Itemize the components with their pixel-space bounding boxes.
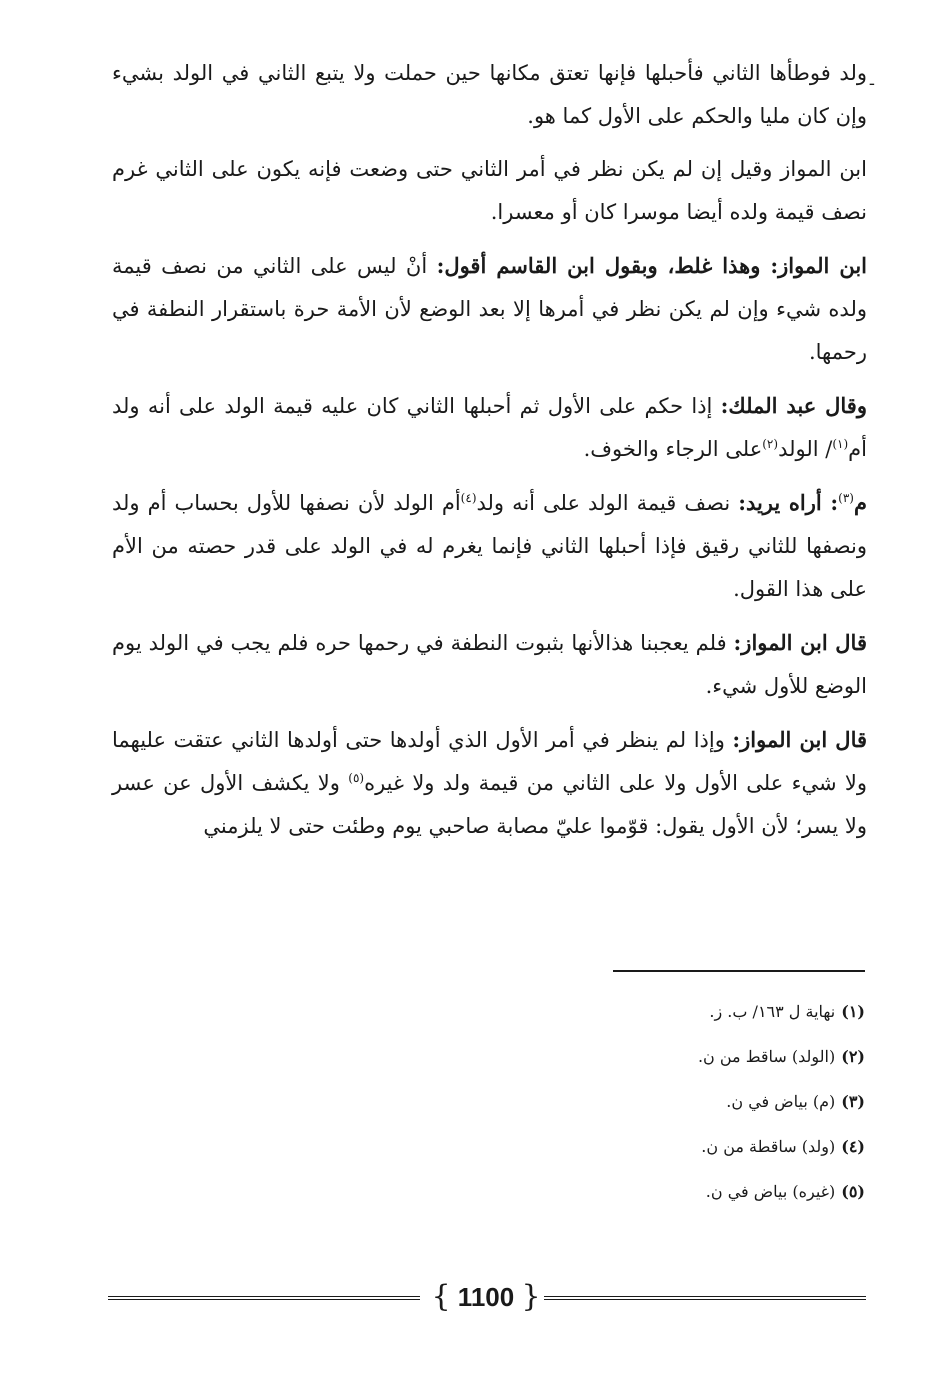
paragraph-3 (112, 244, 867, 374)
brace-right-icon: } (521, 1279, 541, 1314)
paragraph-4 (112, 384, 867, 471)
brace-left-icon: { (431, 1279, 451, 1314)
footnotes (465, 1000, 865, 1225)
footnote-separator (613, 970, 865, 972)
paragraph-text: وإذا لم ينظر في أمر الأول الذي أولدها حتى أولدها الثاني عتقت عليهما ولا شيء على الأول ولا على الثاني من قيمة ولد ولا غيره (112, 728, 867, 795)
paragraph-lead: ابن المواز: وهذا غلط، وبقول ابن القاسم أقول: (436, 253, 867, 278)
paragraph-text: ولا يكشف الأول عن عسر ولا يسر؛ لأن الأول يقول: قوّموا عليّ مصابة صاحبي يوم وطئت حتى لا يلزمني (112, 771, 867, 838)
paragraph-6 (112, 621, 867, 708)
footnote-item (465, 1180, 865, 1225)
footnote-ref: (٢) (762, 437, 779, 451)
paragraph-text: / الولد (778, 437, 833, 461)
paragraph-text: أنْ ليس على الثاني من نصف قيمة ولده شيء وإن لم يكن نظر في أمرها إلا بعد الوضع لأن الأمة حرة باستقرار النطفة في رحمها. (112, 254, 867, 364)
paragraph-1 (112, 52, 875, 138)
paragraph-7 (112, 718, 867, 848)
footer-rule-right-secondary (544, 1299, 866, 1300)
footnote-ref: (٤) (460, 491, 477, 505)
footnote-number: (١) (841, 1002, 865, 1021)
footnote-text: (الولد) ساقط من ن. (697, 1047, 836, 1066)
footer-rule-right (544, 1296, 866, 1297)
paragraph-text: ابن المواز وقيل إن لم يكن نظر في أمر الثاني حتى وضعت فإنه يكون على الثاني غرم نصف قيمة ولده أيضا موسرا كان أو معسرا. (112, 157, 867, 224)
paragraph-lead: قال ابن المواز: (732, 727, 868, 752)
footnote-text: (غيره) بياض في ن. (705, 1182, 836, 1201)
paragraph-text: نصف قيمة الولد على أنه ولد (476, 491, 739, 515)
paragraph-text: إذا حكم على الأول ثم أحبلها الثاني كان عليه قيمة الولد على أنه ولد أم (112, 394, 867, 461)
footnote-number: (٣) (841, 1092, 865, 1111)
footnote-number: (٢) (841, 1047, 865, 1066)
paragraph-lead: وقال عبد الملك: (720, 393, 867, 418)
paragraph-2 (112, 148, 867, 234)
paragraph-5 (112, 481, 867, 611)
footnote-ref: (٣) (838, 491, 854, 505)
page-number-box (424, 1275, 548, 1319)
footnote-text: (م) بياض في ن. (726, 1092, 836, 1111)
footnote-item (465, 1045, 865, 1090)
paragraph-text: على الرجاء والخوف. (583, 437, 763, 461)
page-number: 1100 (457, 1282, 515, 1312)
footer-rule-left-secondary (108, 1299, 420, 1300)
continuation-mark: - (868, 73, 875, 94)
paragraph-lead: : أراه يريد: (738, 490, 839, 515)
page-footer (108, 1275, 866, 1319)
footnote-item (465, 1000, 865, 1045)
paragraph-lead: م (853, 490, 867, 515)
paragraph-lead: قال ابن المواز: (733, 630, 867, 655)
footnote-item (465, 1090, 865, 1135)
main-text (112, 52, 875, 858)
footnote-number: (٤) (841, 1137, 865, 1156)
paragraph-text: فلم يعجبنا هذالأنها بثبوت النطفة في رحمها حره فلم يجب في الولد يوم الوضع للأول شيء. (112, 631, 867, 698)
footnote-text: نهاية ل ١٦٣/ ب. ز. (709, 1002, 836, 1021)
footnote-ref: (٥) (348, 771, 365, 785)
footnote-text: (ولد) ساقطة من ن. (701, 1137, 836, 1156)
footnote-ref: (١) (832, 437, 849, 451)
footnote-number: (٥) (841, 1182, 865, 1201)
footer-rule-left (108, 1296, 420, 1297)
paragraph-text: أم الولد لأن نصفها للأول بحساب أم ولد ونصفها للثاني رقيق فإذا أحبلها الثاني فإنما يغرم له في الولد على قدر حصته من الأم على هذا القول. (112, 491, 867, 601)
paragraph-text: ولد فوطأها الثاني فأحبلها فإنها تعتق مكانها حين حملت ولا يتبع الثاني في الولد بشيء وإن كان مليا والحكم على الأول كما هو. (112, 61, 867, 128)
footnote-item (465, 1135, 865, 1180)
